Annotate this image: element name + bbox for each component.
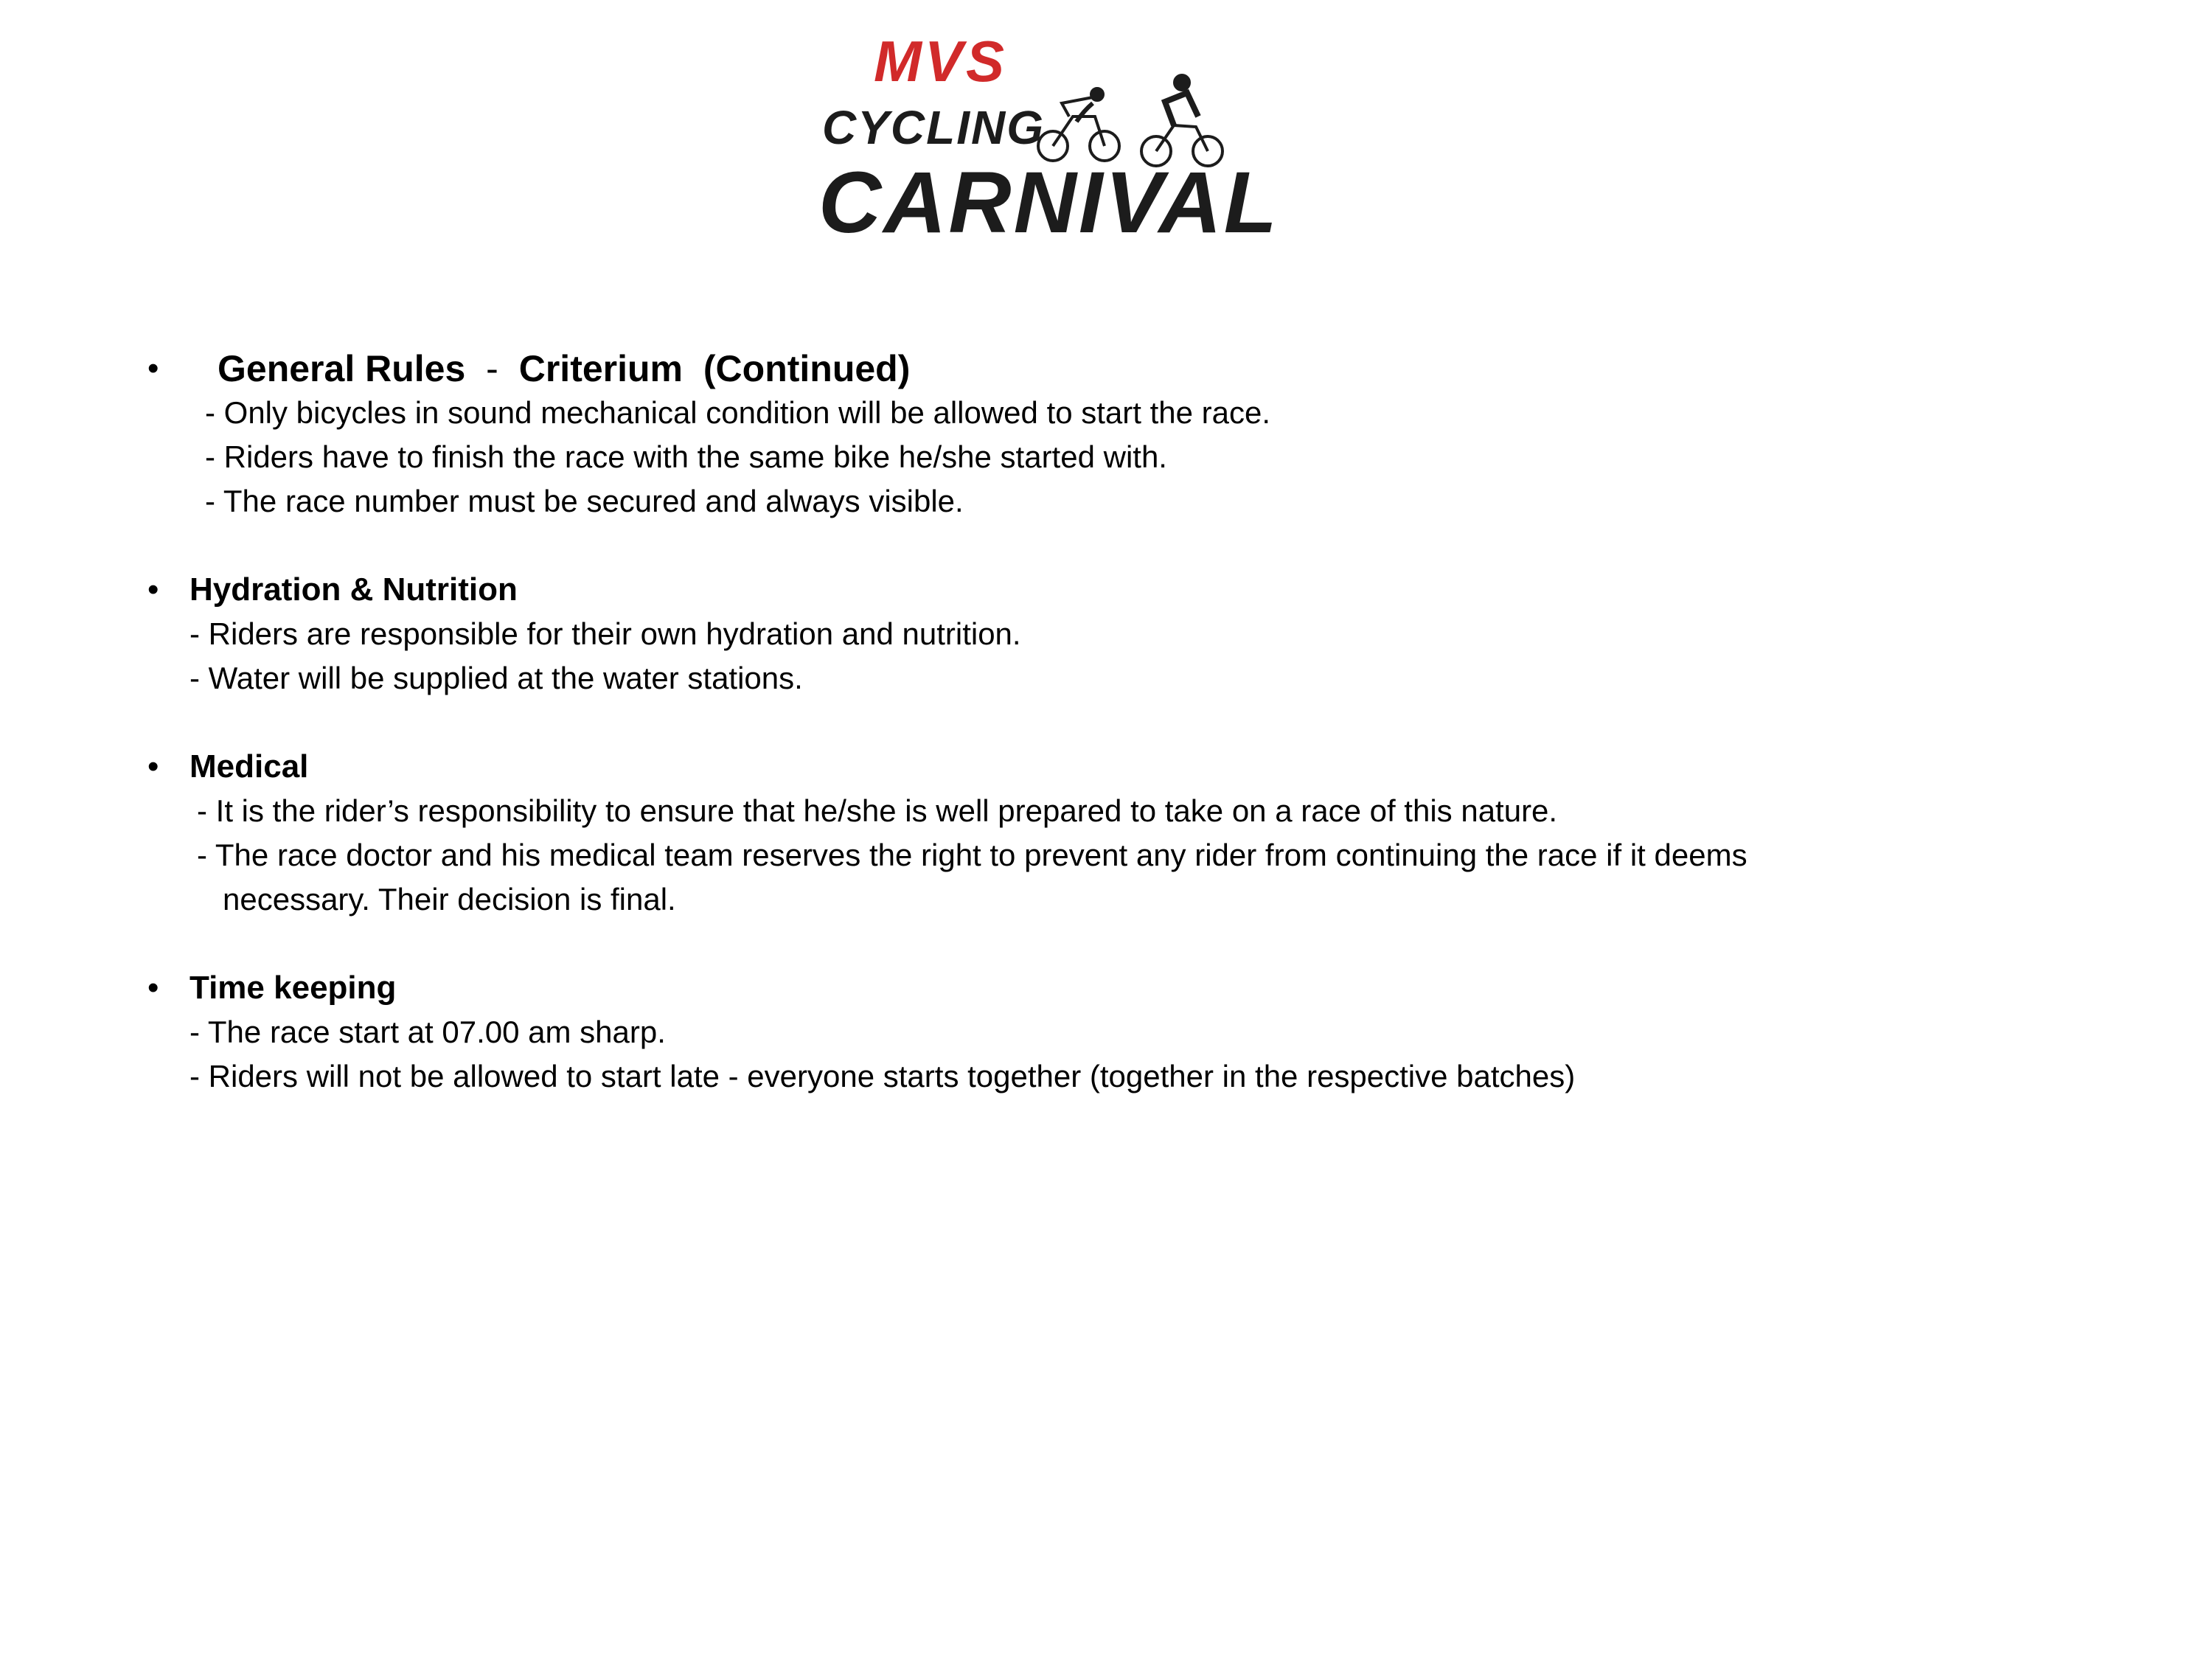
heading-general-rules: General Rules [218, 348, 466, 389]
rule-item: - Riders are responsible for their own hydration and nutrition. [189, 616, 1021, 651]
section-time-keeping [147, 966, 2138, 1099]
section-hydration-nutrition [147, 568, 2138, 700]
section-general-rules [147, 347, 2138, 524]
rule-item: - The race doctor and his medical team reserves the right to prevent any rider from continuing the race if it deems [197, 838, 1747, 872]
logo-mvs-text: MVS [874, 29, 1008, 94]
rule-item: - Only bicycles in sound mechanical condition will be allowed to start the race. [205, 395, 1271, 430]
rule-item: - The race number must be secured and always visible. [205, 484, 964, 518]
rule-item: - It is the rider’s responsibility to ensure that he/she is well prepared to take on a race of this nature. [197, 793, 1558, 828]
bullet-icon: • [147, 350, 159, 386]
section-heading-row [147, 745, 2138, 789]
rule-item: - Riders will not be allowed to start late - everyone starts together (together in the respective batches) [189, 1059, 1576, 1093]
bullet-icon: • [147, 748, 159, 785]
section-heading [218, 347, 910, 391]
mountain-biker-icon [1141, 75, 1222, 166]
bullet-icon: • [147, 970, 159, 1006]
logo-cycling-text: CYCLING [822, 101, 1045, 154]
heading-separator: - [486, 348, 498, 389]
bullet-icon: • [147, 571, 159, 608]
rule-item: - Riders have to finish the race with the same bike he/she started with. [205, 439, 1167, 474]
section-heading: Medical [189, 748, 309, 785]
rules-content [147, 347, 2138, 1143]
section-heading: Time keeping [189, 970, 397, 1006]
event-logo [818, 29, 1298, 243]
section-heading-row [147, 347, 2138, 391]
section-heading: Hydration & Nutrition [189, 571, 518, 608]
section-medical [147, 745, 2138, 922]
logo-carnival-text: CARNIVAL [818, 154, 1279, 243]
road-cyclist-icon [1038, 88, 1119, 161]
heading-continued: (Continued) [703, 348, 911, 389]
rule-item-continuation: necessary. Their decision is final. [223, 882, 676, 917]
section-heading-row [147, 568, 2138, 612]
rule-item: - The race start at 07.00 am sharp. [189, 1015, 666, 1049]
heading-criterium: Criterium [518, 348, 683, 389]
rule-item: - Water will be supplied at the water stations. [189, 661, 803, 695]
section-heading-row [147, 966, 2138, 1010]
